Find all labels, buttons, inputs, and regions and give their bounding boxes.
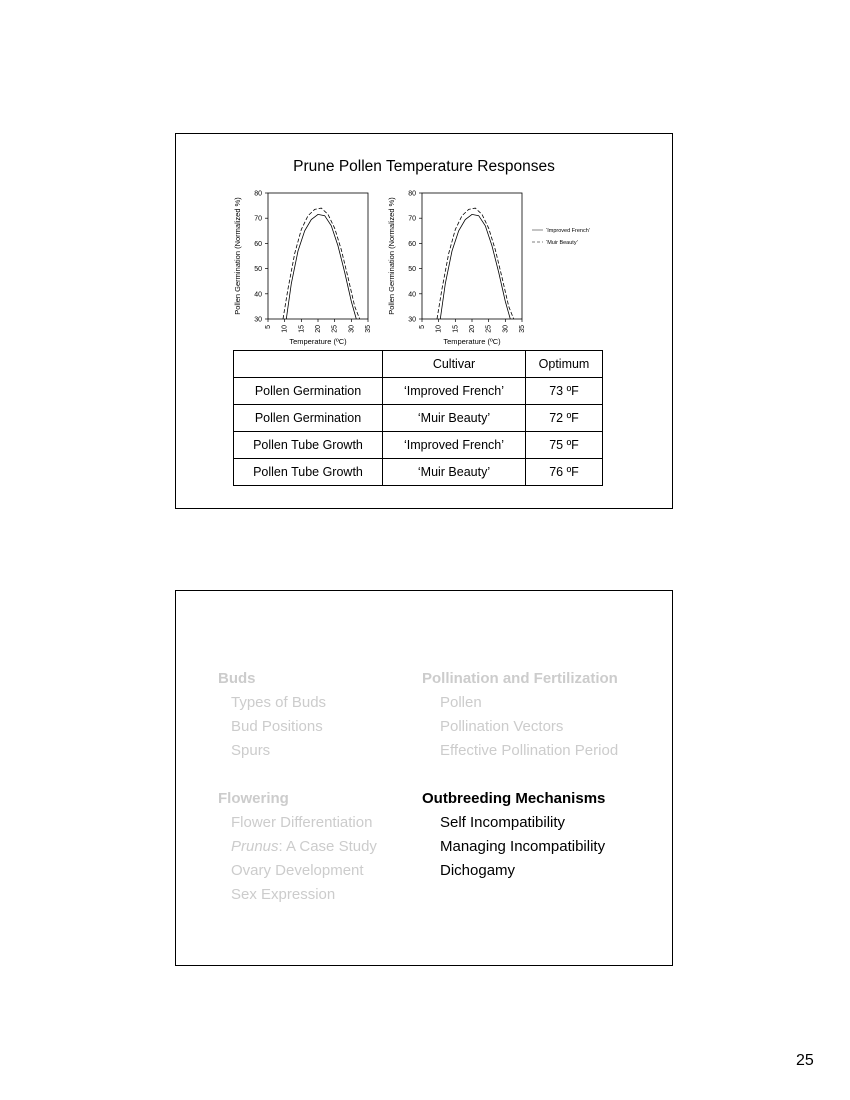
outline-item: Ovary Development: [231, 862, 364, 879]
y-tick-label: 80: [254, 190, 262, 198]
table-cell: Pollen Germination: [234, 405, 383, 432]
outline-item-prunus: [218, 835, 377, 859]
outline-heading-flowering: Flowering: [218, 790, 289, 807]
slide-title: Prune Pollen Temperature Responses: [293, 158, 555, 175]
outline-item: Bud Positions: [231, 718, 323, 735]
outline-item: Flower Differentiation: [231, 814, 373, 831]
x-tick-label: 10: [281, 325, 289, 333]
series-line-dashed: [283, 208, 360, 319]
y-tick-label: 60: [408, 240, 416, 248]
y-tick-label: 50: [254, 266, 262, 274]
outline-item: Pollen: [440, 694, 482, 711]
optimum-table: [233, 350, 603, 486]
page-number: 25: [796, 1052, 814, 1069]
plot-frame: [422, 193, 522, 319]
y-tick-label: 30: [254, 316, 262, 324]
outline-item: Types of Buds: [231, 694, 327, 711]
slide-outline: [175, 590, 673, 966]
outline-item: Effective Pollination Period: [440, 742, 619, 759]
outline-left-column: [218, 667, 377, 907]
outline-item: Sex Expression: [231, 886, 336, 903]
y-tick-label: 30: [408, 316, 416, 324]
table-cell: 72 ºF: [526, 405, 603, 432]
x-tick-label: 5: [419, 325, 426, 329]
outline-heading-outbreeding: Outbreeding Mechanisms: [422, 790, 606, 807]
table-row: [234, 405, 603, 432]
table-row: [234, 459, 603, 486]
x-tick-label: 35: [519, 325, 526, 333]
x-tick-label: 20: [315, 325, 322, 333]
outline-item: Pollination Vectors: [440, 718, 564, 735]
table-cell: ‘Muir Beauty’: [383, 459, 526, 486]
outline-heading-pollination: Pollination and Fertilization: [422, 670, 618, 687]
y-tick-label: 80: [408, 190, 416, 198]
x-tick-label: 15: [298, 325, 306, 333]
y-tick-label: 50: [408, 266, 416, 274]
table-cell: Pollen Tube Growth: [234, 459, 383, 486]
x-tick-label: 25: [485, 325, 493, 333]
table-cell: 76 ºF: [526, 459, 603, 486]
x-tick-label: 20: [469, 325, 476, 333]
header-cell-empty: [234, 351, 383, 378]
outline-item: Spurs: [231, 742, 271, 759]
prunus-rest: : A Case Study: [278, 838, 377, 855]
plot-frame: [268, 193, 368, 319]
x-tick-label: 30: [348, 325, 356, 333]
table-cell: 73 ºF: [526, 378, 603, 405]
table-row: [234, 378, 603, 405]
x-tick-label: 15: [452, 325, 460, 333]
y-tick-label: 70: [408, 215, 416, 223]
y-tick-label: 40: [408, 291, 416, 299]
x-tick-label: 25: [331, 325, 339, 333]
table-row: [234, 432, 603, 459]
outline-item: Self Incompatibility: [440, 814, 566, 831]
outline-item: Managing Incompatibility: [440, 838, 606, 855]
legend-entry: ‘Improved French’: [546, 228, 591, 234]
y-tick-label: 70: [254, 215, 262, 223]
slide-temperature-responses: [175, 133, 673, 509]
y-tick-label: 40: [254, 291, 262, 299]
table-cell: ‘Improved French’: [383, 378, 526, 405]
header-cell-cultivar: Cultivar: [383, 351, 526, 378]
x-tick-label: 35: [365, 325, 372, 333]
legend-entry: ‘Muir Beauty’: [546, 240, 578, 246]
outline-right-column: [422, 667, 618, 883]
table-cell: Pollen Tube Growth: [234, 432, 383, 459]
y-tick-label: 60: [254, 240, 262, 248]
prunus-genus: Prunus: [231, 838, 279, 855]
y-axis-label: Pollen Germination (Normalized %): [233, 197, 242, 315]
germination-chart-left: [232, 184, 380, 354]
table-cell: Pollen Germination: [234, 378, 383, 405]
x-tick-label: 10: [435, 325, 443, 333]
germination-chart-right: [386, 184, 591, 354]
y-axis-label: Pollen Germination (Normalized %): [387, 197, 396, 315]
outline-heading-buds: Buds: [218, 670, 256, 687]
table-cell: 75 ºF: [526, 432, 603, 459]
chart-svg: [232, 184, 380, 354]
x-axis-label: Temperature (ºC): [443, 337, 501, 346]
table-cell: ‘Improved French’: [383, 432, 526, 459]
series-line-dashed: [437, 208, 514, 319]
header-cell-optimum: Optimum: [526, 351, 603, 378]
x-axis-label: Temperature (ºC): [289, 337, 347, 346]
table-header-row: [234, 351, 603, 378]
table-cell: ‘Muir Beauty’: [383, 405, 526, 432]
x-tick-label: 30: [502, 325, 510, 333]
outline-item: Dichogamy: [440, 862, 516, 879]
chart-svg: [386, 184, 591, 354]
x-tick-label: 5: [265, 325, 272, 329]
